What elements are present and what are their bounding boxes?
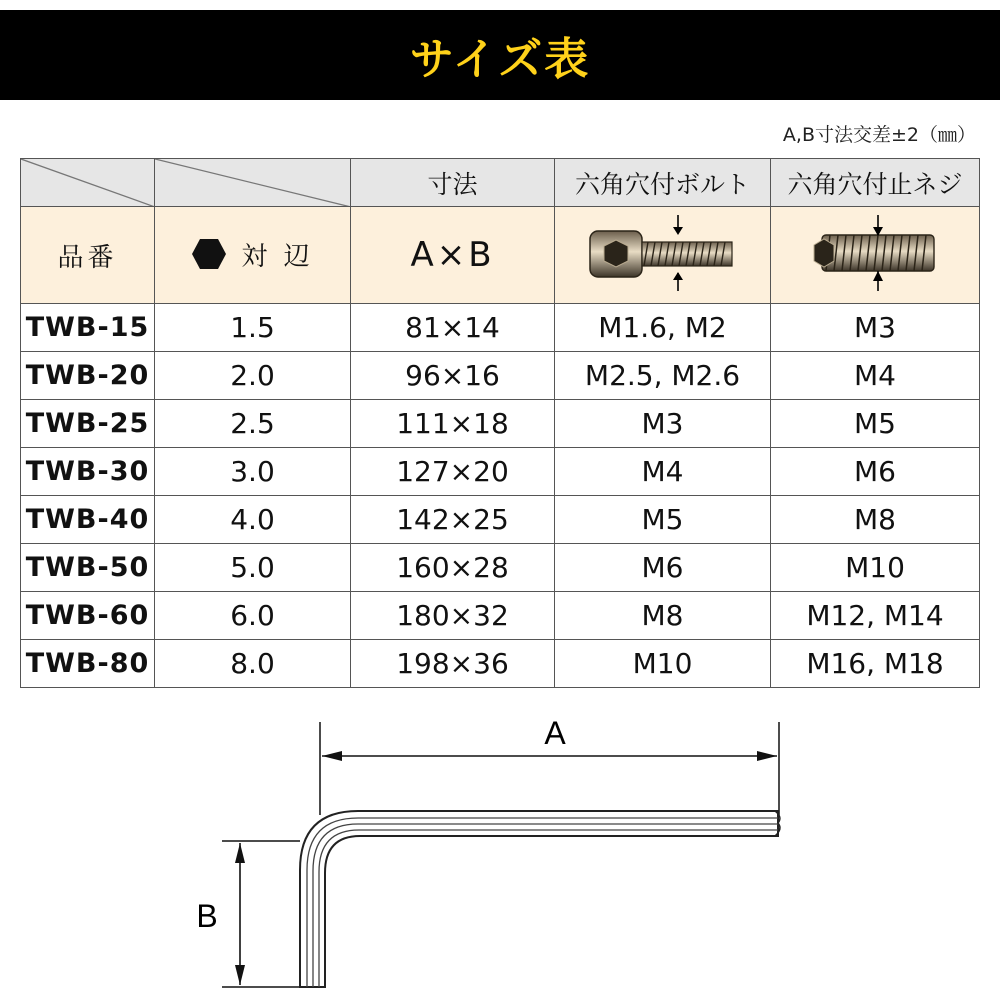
dimensions-cell: 111×18: [351, 400, 555, 448]
header-bolt: 六角穴付ボルト: [555, 159, 771, 207]
header-setscrew: 六角穴付止ネジ: [771, 159, 980, 207]
dimensions-cell: 127×20: [351, 448, 555, 496]
bolt-size-cell: M1.6, M2: [555, 304, 771, 352]
setscrew-size-cell: M3: [771, 304, 980, 352]
part-number-cell: TWB-40: [21, 496, 155, 544]
header-blank-cell: [155, 159, 351, 207]
across-flats-cell: 2.5: [155, 400, 351, 448]
setscrew-size-cell: M5: [771, 400, 980, 448]
bolt-size-cell: M8: [555, 592, 771, 640]
setscrew-size-cell: M12, M14: [771, 592, 980, 640]
across-flats-cell: 8.0: [155, 640, 351, 688]
table-row: [21, 400, 980, 448]
bolt-size-cell: M6: [555, 544, 771, 592]
table-row: [21, 496, 980, 544]
diagonal-line: [155, 159, 351, 207]
table-row: [21, 304, 980, 352]
page-title: サイズ表: [409, 34, 591, 85]
across-flats-cell: 4.0: [155, 496, 351, 544]
header-part-no: [21, 207, 155, 304]
header-axb: [351, 207, 555, 304]
dimensions-cell: 160×28: [351, 544, 555, 592]
hex-key-diagram: [0, 690, 1000, 1000]
table-row: [21, 592, 980, 640]
dimensions-cell: 96×16: [351, 352, 555, 400]
part-number-cell: TWB-50: [21, 544, 155, 592]
table-row: [21, 640, 980, 688]
label-a: A: [544, 715, 566, 751]
table-row: [21, 352, 980, 400]
axb-label: A×B: [410, 235, 495, 275]
setscrew-size-cell: M16, M18: [771, 640, 980, 688]
table-row: [21, 448, 980, 496]
header-blank-cell: [21, 159, 155, 207]
part-number-cell: TWB-15: [21, 304, 155, 352]
dim-b-arrow-bottom: [235, 965, 245, 985]
dimensions-cell: 198×36: [351, 640, 555, 688]
dimensions-cell: 81×14: [351, 304, 555, 352]
across-flats-cell: 3.0: [155, 448, 351, 496]
part-number-cell: TWB-60: [21, 592, 155, 640]
bolt-size-cell: M10: [555, 640, 771, 688]
bolt-size-cell: M4: [555, 448, 771, 496]
part-number-cell: TWB-30: [21, 448, 155, 496]
label-b: B: [196, 898, 218, 934]
header-row-sub: [21, 207, 980, 304]
part-number-cell: TWB-20: [21, 352, 155, 400]
bolt-size-cell: M5: [555, 496, 771, 544]
part-number-cell: TWB-25: [21, 400, 155, 448]
header-setscrew-image: [771, 207, 980, 304]
title-banner: [0, 10, 1000, 100]
across-flats-cell: 5.0: [155, 544, 351, 592]
across-flats-cell: 1.5: [155, 304, 351, 352]
part-no-label: 品番: [57, 242, 118, 273]
header-dims: 寸法: [351, 159, 555, 207]
setscrew-size-cell: M10: [771, 544, 980, 592]
part-number-cell: TWB-80: [21, 640, 155, 688]
dim-b-arrow-top: [235, 843, 245, 863]
bolt-size-cell: M2.5, M2.6: [555, 352, 771, 400]
hex-key-icon: [300, 811, 780, 987]
cap-screw-icon: [578, 213, 748, 293]
dimensions-cell: 180×32: [351, 592, 555, 640]
dim-a-arrow-left: [322, 751, 342, 761]
set-screw-icon: [800, 213, 950, 293]
size-table: [20, 158, 980, 688]
bolt-size-cell: M3: [555, 400, 771, 448]
diagonal-line: [21, 159, 155, 207]
hexagon-icon: [191, 238, 227, 270]
tolerance-note: A,B寸法交差±2（㎜）: [782, 124, 976, 146]
table-row: [21, 544, 980, 592]
header-bolt-image: [555, 207, 771, 304]
dimensions-cell: 142×25: [351, 496, 555, 544]
dim-a-arrow-right: [757, 751, 777, 761]
setscrew-size-cell: M4: [771, 352, 980, 400]
setscrew-size-cell: M6: [771, 448, 980, 496]
header-across-flats: [155, 207, 351, 304]
header-row-top: [21, 159, 980, 207]
across-flats-label: 対 辺: [241, 241, 314, 272]
across-flats-cell: 6.0: [155, 592, 351, 640]
setscrew-size-cell: M8: [771, 496, 980, 544]
across-flats-cell: 2.0: [155, 352, 351, 400]
